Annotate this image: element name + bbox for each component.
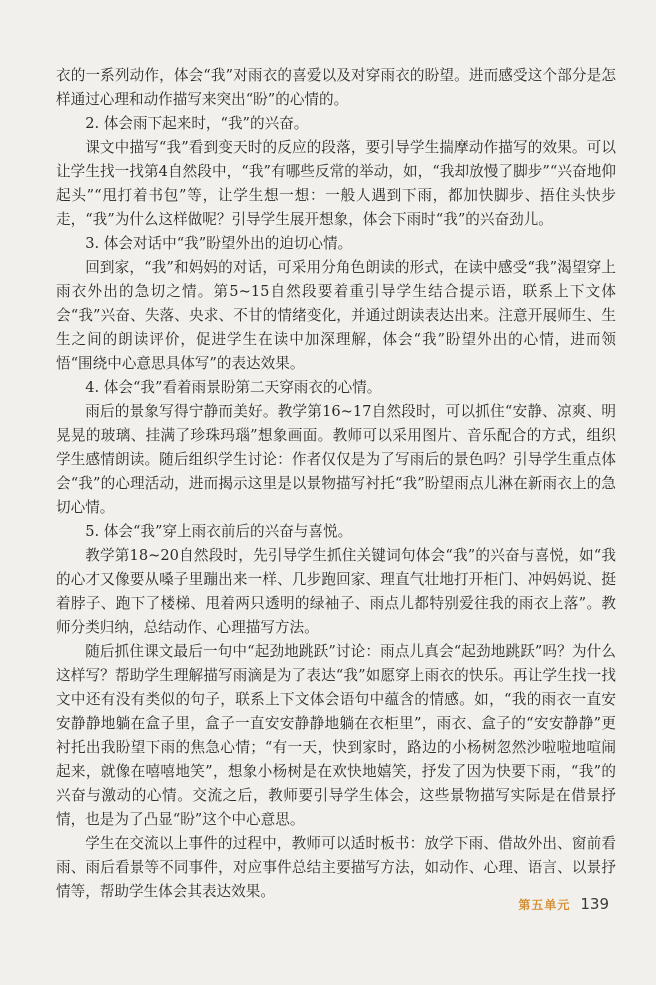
section-heading-5: 5. 体会“我”穿上雨衣前后的兴奋与喜悦。	[85, 523, 353, 540]
page-number: 139	[580, 895, 609, 913]
page-body	[56, 64, 616, 904]
paragraph-4: 雨后的景象写得宁静而美好。教学第16~17自然段时，可以抓住“安静、凉爽、明晃晃的玻璃、挂满了珍珠玛瑙”想象画面。教师可以采用图片、音乐配合的方式，组织学生感情朗读。随后组织学生讨论：作者仅仅是为了写雨后的景色吗？引导学生重点体会“我”的心理活动，进而揭示这里是以景物描写衬托“我”盼望雨点儿淋在新雨衣上的急切心情。	[56, 403, 616, 516]
paragraph-5: 教学第18~20自然段时，先引导学生抓住关键词句体会“我”的兴奋与喜悦，如“我的心才又像要从嗓子里蹦出来一样、几步跑回家、理直气壮地打开柜门、冲妈妈说、挺着脖子、跑下了楼梯、甩着两只透明的绿袖子、雨点儿都特别爱往我的雨衣上落”。教师分类归纳，总结动作、心理描写方法。	[56, 547, 616, 636]
paragraph-continued: 衣的一系列动作，体会“我”对雨衣的喜爱以及对穿雨衣的盼望。进而感受这个部分是怎样通过心理和动作描写来突出“盼”的心情的。	[56, 67, 616, 108]
section-heading-4: 4. 体会“我”看着雨景盼第二天穿雨衣的心情。	[85, 379, 382, 396]
section-heading-2: 2. 体会雨下起来时，“我”的兴奋。	[85, 115, 309, 132]
paragraph-6: 随后抓住课文最后一句中“起劲地跳跃”讨论：雨点儿真会“起劲地跳跃”吗？为什么这样写？帮助学生理解描写雨滴是为了表达“我”如愿穿上雨衣的快乐。再让学生找一找文中还有没有类似的句子，联系上下文体会语句中蕴含的情感。如，“我的雨衣一直安安静静地躺在盒子里，盒子一直安安静静地躺在衣柜里”，雨衣、盒子的“安安静静”更衬托出我盼望下雨的焦急心情；“有一天，快到家时，路边的小杨树忽然沙啦啦地喧闹起来，就像在嘻嘻地笑”，想象小杨树是在欢快地嬉笑，抒发了因为快要下雨，“我”的兴奋与激动的心情。交流之后，教师要引导学生体会，这些景物描写实际是在借景抒情，也是为了凸显“盼”这个中心意思。	[56, 643, 616, 828]
paragraph-7: 学生在交流以上事件的过程中，教师可以适时板书：放学下雨、借故外出、窗前看雨、雨后看景等不同事件，对应事件总结主要描写方法，如动作、心理、语言、以景抒情等，帮助学生体会其表达效果。	[56, 835, 616, 900]
paragraph-2: 课文中描写“我”看到变天时的反应的段落，要引导学生揣摩动作描写的效果。可以让学生找一找第4自然段中，“我”有哪些反常的举动，如，“我却放慢了脚步”“兴奋地仰起头”“甩打着书包”等，让学生想一想：一般人遇到下雨，都加快脚步、捂住头快步走，“我”为什么这样做呢？引导学生展开想象，体会下雨时“我”的兴奋劲儿。	[56, 139, 616, 228]
section-heading-3: 3. 体会对话中“我”盼望外出的迫切心情。	[85, 235, 353, 252]
paragraph-3: 回到家，“我”和妈妈的对话，可采用分角色朗读的形式，在读中感受“我”渴望穿上雨衣外出的急切之情。第5~15自然段要着重引导学生结合提示语，联系上下文体会“我”兴奋、失落、央求、不甘的情绪变化，并通过朗读表达出来。注意开展师生、生生之间的朗读评价，促进学生在读中加深理解，体会“我”盼望外出的心情，进而领悟“围绕中心意思具体写”的表达效果。	[56, 259, 616, 372]
page-footer	[518, 895, 609, 913]
unit-label: 第五单元	[518, 898, 571, 912]
